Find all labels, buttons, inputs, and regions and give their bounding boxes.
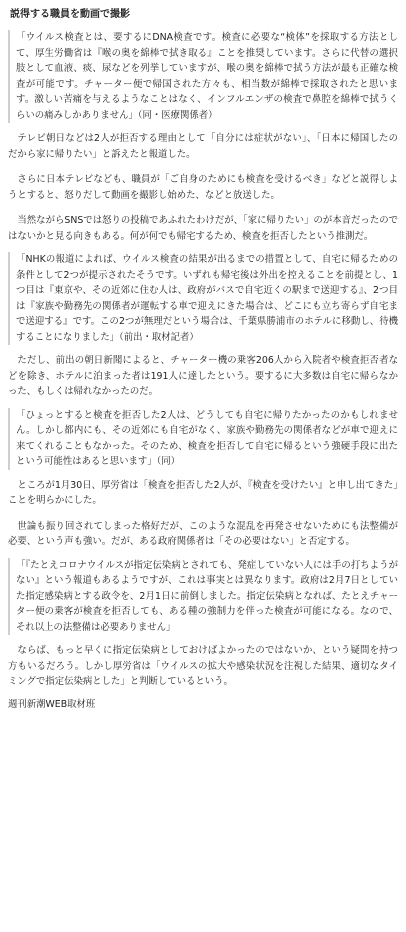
quote-paragraph: 「NHKの報道によれば、ウイルス検査の結果が出るまでの措置として、自宅に帰るための条件として2つが提示されたそうです。いずれも帰宅後は外出を控えることを前提とし、1つ目は『東京や、その近郊に住む人は、政府がバスで自宅近くの駅まで送迎する』、2つ目は『家族や勤務先の関係者が運転する車で迎えにきた場合は、どこにも立ち寄らず自宅まで送迎する』です。この2つが無理だという場合は、千葉県勝浦市のホテルに移動し、待機することになりました」（前出・取材記者） — [16, 254, 398, 343]
quote-block — [8, 30, 398, 123]
quote-block — [8, 408, 398, 470]
body-paragraph: 当然ながらSNSでは怒りの投稿であふれたわけだが、「家に帰りたい」のが本音だったのではないかと見る向きもある。何が何でも帰宅するため、検査を拒否したという推測だ。 — [8, 215, 398, 242]
quote-block — [8, 252, 398, 345]
body-paragraph: ならば、もっと早くに指定伝染病としておけばよかったのではないか、という疑問を持つ方もいるだろう。しかし厚労省は「ウイルスの拡大や感染状況を注視した結果、適切なタイミングで指定伝染病とした」と判断しているという。 — [8, 645, 398, 687]
body-paragraph: さらに日本テレビなども、職員が「ご自身のためにも検査を受けるべき」などと説得しようとすると、怒りだして動画を撮影し始めた、などと放送した。 — [8, 174, 398, 201]
quote-paragraph: 「ひょっとすると検査を拒否した2人は、どうしても自宅に帰りたかったのかもしれません。しかし都内にも、その近郊にも自宅がなく、家族や勤務先の関係者などが車で迎えに来てくれることもなかった。そのため、検査を拒否して自宅に帰るという強硬手段に出たという可能性はあると思います」（同） — [16, 409, 398, 467]
body-paragraph: ところが1月30日、厚労省は「検査を拒否した2人が、『検査を受けたい』と申し出てきた」ことを明らかにした。 — [8, 479, 398, 506]
body-paragraph: 世論も振り回されてしまった格好だが、このような混乱を再発させないためにも法整備が必要、という声も強い。だが、ある政府関係者は「その必要はない」と否定する。 — [8, 520, 398, 547]
body-paragraph: テレビ朝日などは2人が拒否する理由として「自分には症状がない」、「日本に帰国したのだから家に帰りたい」と訴えたと報道した。 — [8, 133, 398, 160]
body-paragraph: ただし、前出の朝日新聞によると、チャーター機の乗客206人から入院者や検査拒否者などを除き、ホテルに泊まった者は191人に達したという。要するに大多数は自宅に帰らなかった、もしくは帰れなかったのだ。 — [8, 355, 398, 397]
quote-paragraph: 「『たとえコロナウイルスが指定伝染病とされても、発症していない人には手の打ちようがない』という報道もあるようですが、これは事実とは異なります。政府は2月7日としていた指定感染病とする政令を、2月1日に前倒しました。指定伝染病となれば、たとえチャーター便の乗客が検査を拒否しても、ある種の強制力を伴った検査が可能になる。なので、それ以上の法整備は必要ありません」 — [16, 559, 398, 633]
byline: 週刊新潮WEB取材班 — [8, 698, 96, 710]
quote-block — [8, 558, 398, 636]
quote-paragraph: 「ウイルス検査とは、要するにDNA検査です。検査に必要な“検体”を採取する方法として、厚生労働省は『喉の奥を綿棒で拭き取る』ことを推奨しています。さらに代替の選択肢として血液、痰、尿などを列挙していますが、喉の奥を綿棒で拭う方法が最も正確な検査が可能です。チャーター便で帰国された方々も、相当数が綿棒で採取されたと思います。激しい苦痛を与えるようなことはなく、インフルエンザの検査で鼻腔を綿棒で拭うくらいの痛みしかありません」（同・医療関係者） — [16, 32, 398, 121]
section-heading: 説得する職員を動画で撮影 — [10, 9, 130, 20]
